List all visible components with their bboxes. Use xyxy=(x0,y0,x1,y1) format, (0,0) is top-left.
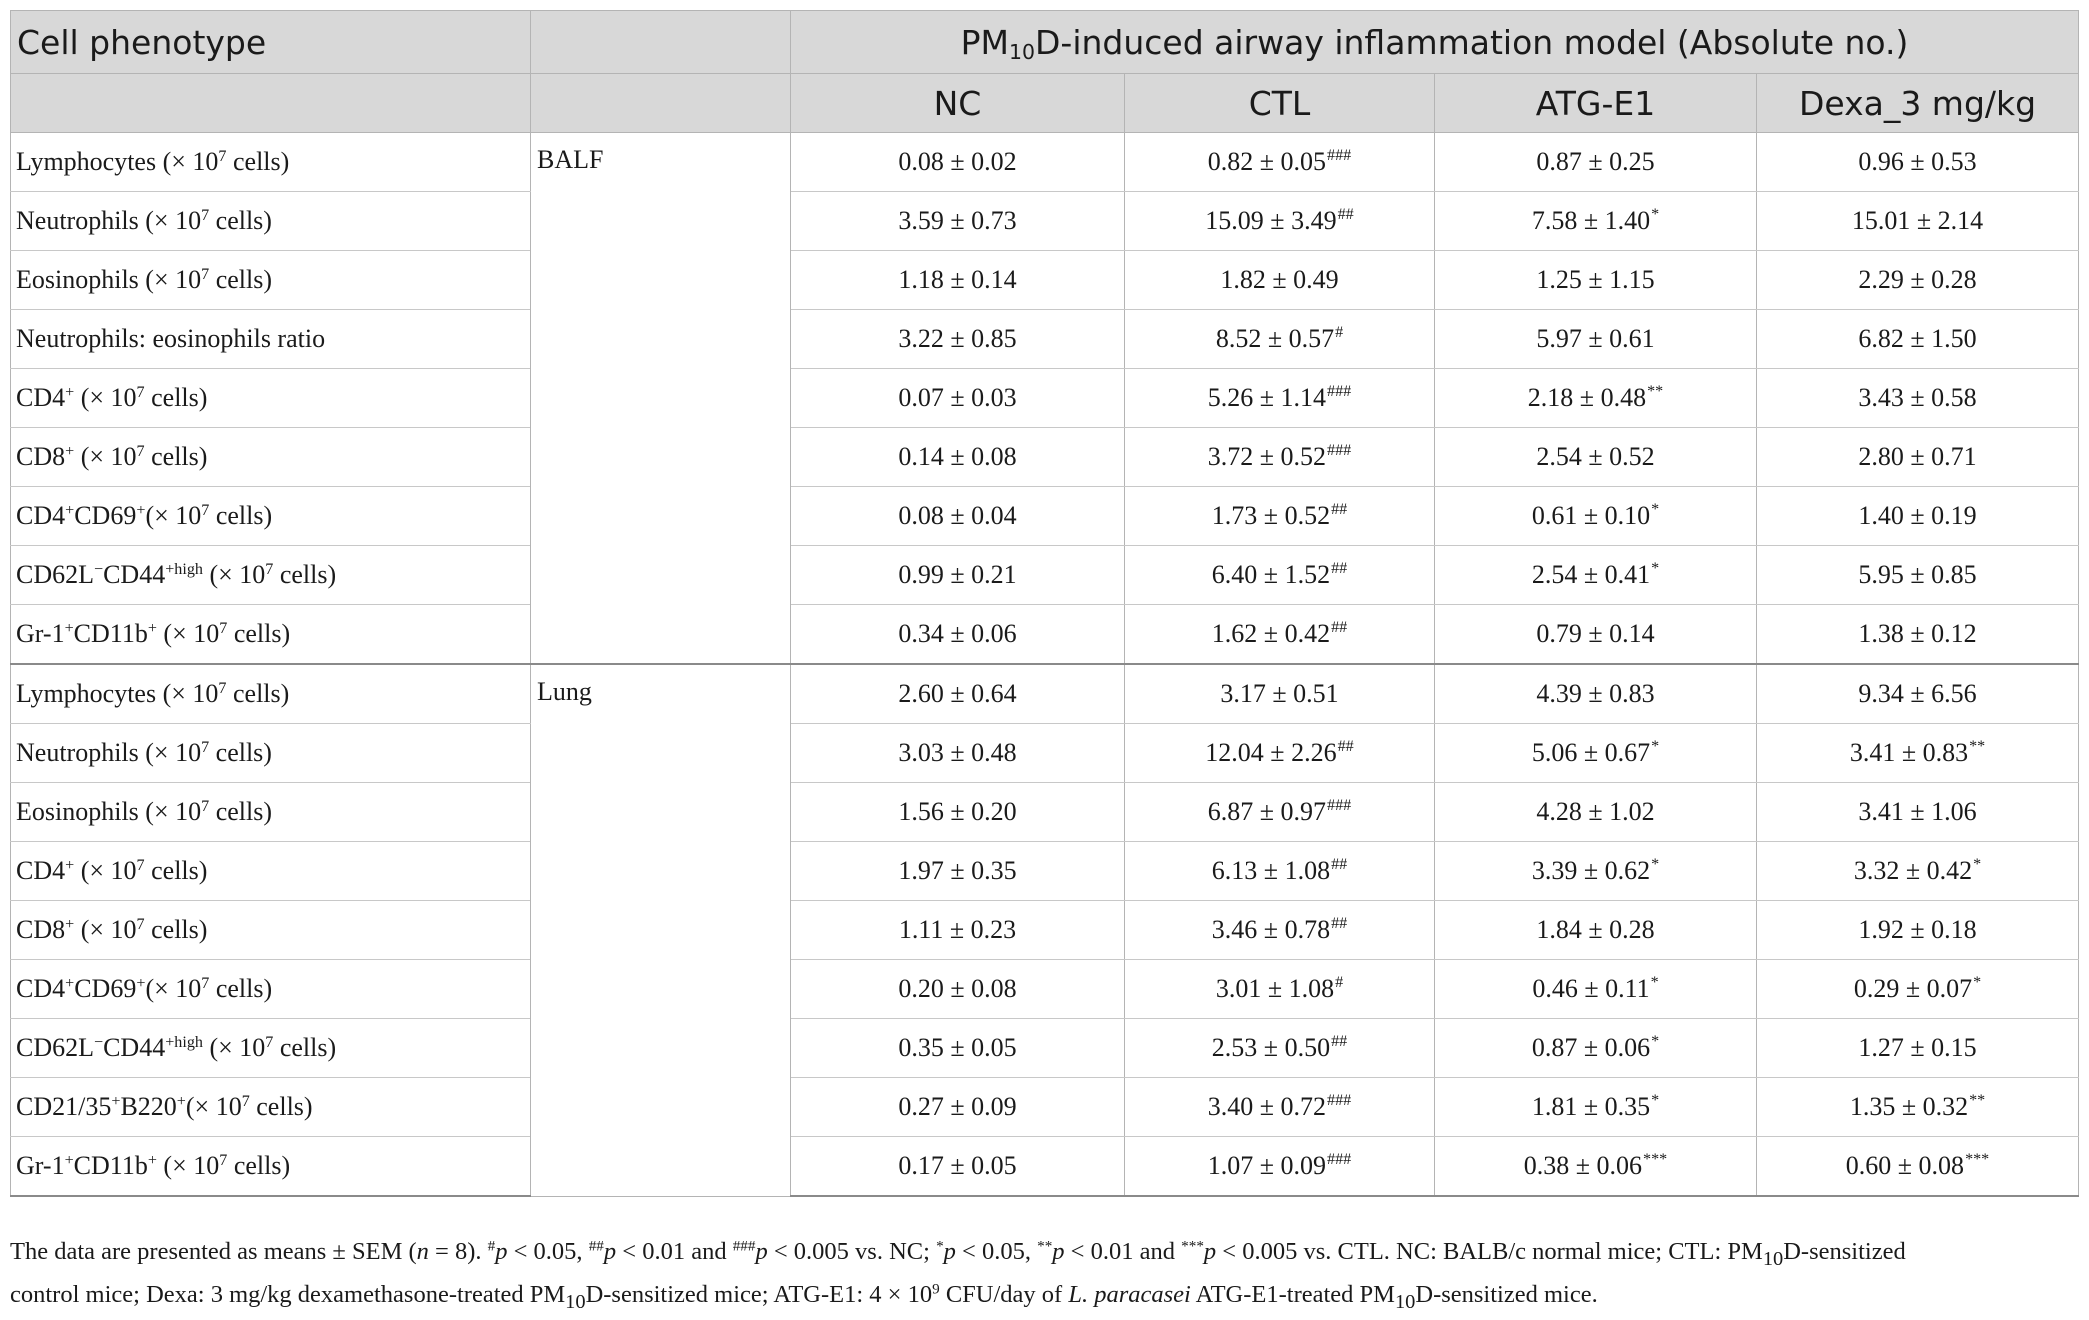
value-cell-nc xyxy=(791,1078,1125,1137)
significance-mark: ### xyxy=(1327,147,1352,165)
row-label: $CD62L^-CD44^{+high}$ (× $10^7$ cells) xyxy=(11,546,531,605)
value-cell-atg-e1 xyxy=(1435,724,1757,783)
value-cell-atg-e1 xyxy=(1435,310,1757,369)
value-cell-ctl xyxy=(1125,842,1435,901)
value-cell-dexa xyxy=(1757,1019,2079,1078)
mean-sem-value: 3.32 ± 0.42 xyxy=(1853,856,1973,885)
mean-sem-value: 0.87 ± 0.25 xyxy=(1536,147,1655,176)
table-row xyxy=(11,1019,2079,1078)
mean-sem-value: 6.87 ± 0.97 xyxy=(1207,797,1327,826)
significance-mark: * xyxy=(1651,1092,1660,1110)
value-cell-ctl xyxy=(1125,960,1435,1019)
table-row xyxy=(11,310,2079,369)
value-cell-nc xyxy=(791,842,1125,901)
mean-sem-value: 3.41 ± 0.83 xyxy=(1849,738,1969,767)
mean-sem-value: 8.52 ± 0.57 xyxy=(1215,324,1335,353)
mean-sem-value: 0.20 ± 0.08 xyxy=(898,974,1017,1003)
table-row xyxy=(11,842,2079,901)
model-title-post: D-induced airway inflammation model (Absolute no.) xyxy=(1035,22,1909,62)
table-row xyxy=(11,783,2079,842)
value-cell-dexa xyxy=(1757,1137,2079,1197)
mean-sem-value: 3.59 ± 0.73 xyxy=(898,206,1017,235)
model-title-sub: 10 xyxy=(1009,39,1036,64)
value-cell-nc xyxy=(791,428,1125,487)
significance-mark: ## xyxy=(1337,206,1354,224)
mean-sem-value: 0.82 ± 0.05 xyxy=(1207,147,1327,176)
significance-mark: * xyxy=(1651,856,1660,874)
table-row xyxy=(11,487,2079,546)
header-row-1 xyxy=(11,11,2079,74)
mean-sem-value: 0.08 ± 0.02 xyxy=(898,147,1017,176)
value-cell-dexa xyxy=(1757,133,2079,192)
value-cell-atg-e1 xyxy=(1435,133,1757,192)
mean-sem-value: 0.46 ± 0.11 xyxy=(1532,974,1650,1003)
mean-sem-value: 15.01 ± 2.14 xyxy=(1851,206,1984,235)
tissue-label: Lung xyxy=(531,664,791,1196)
value-cell-dexa xyxy=(1757,546,2079,605)
value-cell-atg-e1 xyxy=(1435,192,1757,251)
mean-sem-value: 1.07 ± 0.09 xyxy=(1207,1151,1327,1180)
mean-sem-value: 3.41 ± 1.06 xyxy=(1858,797,1977,826)
mean-sem-value: 1.82 ± 0.49 xyxy=(1220,265,1339,294)
significance-mark: ### xyxy=(1327,442,1352,460)
value-cell-atg-e1 xyxy=(1435,1019,1757,1078)
table-footnote xyxy=(10,1234,2078,1320)
value-cell-nc xyxy=(791,960,1125,1019)
mean-sem-value: 1.40 ± 0.19 xyxy=(1858,501,1977,530)
significance-mark: ### xyxy=(1327,1151,1352,1169)
value-cell-ctl xyxy=(1125,664,1435,724)
header-blank-2 xyxy=(531,74,791,133)
mean-sem-value: 3.46 ± 0.78 xyxy=(1211,915,1331,944)
row-label: Gr-1+CD11b+ (× $10^7$ cells) xyxy=(11,605,531,665)
mean-sem-value: 1.35 ± 0.32 xyxy=(1849,1092,1969,1121)
value-cell-ctl xyxy=(1125,901,1435,960)
row-label: Neutrophils: eosinophils ratio xyxy=(11,310,531,369)
value-cell-atg-e1 xyxy=(1435,487,1757,546)
value-cell-nc xyxy=(791,724,1125,783)
mean-sem-value: 2.53 ± 0.50 xyxy=(1211,1033,1331,1062)
row-label: Eosinophils (× $10^7$ cells) xyxy=(11,251,531,310)
mean-sem-value: 3.22 ± 0.85 xyxy=(898,324,1017,353)
mean-sem-value: 1.84 ± 0.28 xyxy=(1536,915,1655,944)
mean-sem-value: 2.54 ± 0.41 xyxy=(1531,560,1651,589)
mean-sem-value: 6.82 ± 1.50 xyxy=(1858,324,1977,353)
row-label: $CD4^+CD69^+(\times 10^7$ cells) xyxy=(11,487,531,546)
header-group-dexa: Dexa_3 mg/kg xyxy=(1757,74,2079,133)
mean-sem-value: 0.27 ± 0.09 xyxy=(898,1092,1017,1121)
value-cell-ctl xyxy=(1125,310,1435,369)
mean-sem-value: 2.60 ± 0.64 xyxy=(898,679,1017,708)
value-cell-ctl xyxy=(1125,428,1435,487)
mean-sem-value: 0.99 ± 0.21 xyxy=(898,560,1017,589)
significance-mark: * xyxy=(1973,974,1982,992)
value-cell-nc xyxy=(791,901,1125,960)
mean-sem-value: 3.39 ± 0.62 xyxy=(1531,856,1651,885)
mean-sem-value: 0.60 ± 0.08 xyxy=(1845,1151,1965,1180)
mean-sem-value: 0.61 ± 0.10 xyxy=(1531,501,1651,530)
mean-sem-value: 4.39 ± 0.83 xyxy=(1536,679,1655,708)
header-blank-1 xyxy=(11,74,531,133)
significance-mark: ### xyxy=(1327,1092,1352,1110)
value-cell-nc xyxy=(791,251,1125,310)
value-cell-ctl xyxy=(1125,192,1435,251)
header-cell-phenotype: Cell phenotype xyxy=(11,11,531,74)
table-row xyxy=(11,251,2079,310)
value-cell-nc xyxy=(791,192,1125,251)
header-group-atg-e1: ATG-E1 xyxy=(1435,74,1757,133)
mean-sem-value: 6.40 ± 1.52 xyxy=(1211,560,1331,589)
significance-mark: ## xyxy=(1331,856,1348,874)
value-cell-atg-e1 xyxy=(1435,960,1757,1019)
significance-mark: # xyxy=(1335,974,1344,992)
table-row xyxy=(11,369,2079,428)
mean-sem-value: 0.35 ± 0.05 xyxy=(898,1033,1017,1062)
value-cell-dexa xyxy=(1757,664,2079,724)
significance-mark: * xyxy=(1651,206,1660,224)
value-cell-ctl xyxy=(1125,487,1435,546)
header-group-nc: NC xyxy=(791,74,1125,133)
value-cell-dexa xyxy=(1757,192,2079,251)
mean-sem-value: 1.73 ± 0.52 xyxy=(1211,501,1331,530)
value-cell-atg-e1 xyxy=(1435,664,1757,724)
mean-sem-value: 5.06 ± 0.67 xyxy=(1531,738,1651,767)
value-cell-ctl xyxy=(1125,724,1435,783)
mean-sem-value: 1.56 ± 0.20 xyxy=(898,797,1017,826)
mean-sem-value: 1.62 ± 0.42 xyxy=(1211,619,1331,648)
table-row xyxy=(11,664,2079,724)
value-cell-dexa xyxy=(1757,428,2079,487)
significance-mark: * xyxy=(1651,560,1660,578)
results-table xyxy=(10,10,2079,1197)
table-row xyxy=(11,133,2079,192)
significance-mark: ## xyxy=(1337,738,1354,756)
mean-sem-value: 3.40 ± 0.72 xyxy=(1207,1092,1327,1121)
row-label: Eosinophils (× $10^7$ cells) xyxy=(11,783,531,842)
mean-sem-value: 2.54 ± 0.52 xyxy=(1536,442,1655,471)
mean-sem-value: 5.97 ± 0.61 xyxy=(1536,324,1655,353)
value-cell-nc xyxy=(791,546,1125,605)
tissue-label: BALF xyxy=(531,133,791,665)
table-row xyxy=(11,428,2079,487)
value-cell-atg-e1 xyxy=(1435,605,1757,665)
mean-sem-value: 15.09 ± 3.49 xyxy=(1205,206,1337,235)
header-tissue-blank xyxy=(531,11,791,74)
value-cell-dexa xyxy=(1757,605,2079,665)
mean-sem-value: 2.80 ± 0.71 xyxy=(1858,442,1977,471)
value-cell-dexa xyxy=(1757,842,2079,901)
row-label: Neutrophils (× $10^7$ cells) xyxy=(11,192,531,251)
value-cell-ctl xyxy=(1125,546,1435,605)
value-cell-nc xyxy=(791,1019,1125,1078)
mean-sem-value: 1.97 ± 0.35 xyxy=(898,856,1017,885)
significance-mark: ** xyxy=(1647,383,1664,401)
row-label: CD4+ (× $10^7$ cells) xyxy=(11,842,531,901)
mean-sem-value: 5.95 ± 0.85 xyxy=(1858,560,1977,589)
value-cell-nc xyxy=(791,1137,1125,1197)
row-label: Lymphocytes (× $10^7$ cells) xyxy=(11,133,531,192)
mean-sem-value: 0.79 ± 0.14 xyxy=(1536,619,1655,648)
model-title-pre: PM xyxy=(960,22,1009,62)
value-cell-nc xyxy=(791,783,1125,842)
value-cell-atg-e1 xyxy=(1435,783,1757,842)
header-row-2 xyxy=(11,74,2079,133)
value-cell-dexa xyxy=(1757,960,2079,1019)
value-cell-atg-e1 xyxy=(1435,251,1757,310)
value-cell-ctl xyxy=(1125,605,1435,665)
mean-sem-value: 3.17 ± 0.51 xyxy=(1220,679,1339,708)
mean-sem-value: 1.18 ± 0.14 xyxy=(898,265,1017,294)
significance-mark: ## xyxy=(1331,619,1348,637)
value-cell-atg-e1 xyxy=(1435,428,1757,487)
value-cell-dexa xyxy=(1757,487,2079,546)
value-cell-dexa xyxy=(1757,369,2079,428)
mean-sem-value: 12.04 ± 2.26 xyxy=(1205,738,1337,767)
mean-sem-value: 1.25 ± 1.15 xyxy=(1536,265,1655,294)
mean-sem-value: 1.27 ± 0.15 xyxy=(1858,1033,1977,1062)
table-body xyxy=(11,133,2079,1197)
mean-sem-value: 3.01 ± 1.08 xyxy=(1215,974,1335,1003)
significance-mark: * xyxy=(1651,501,1660,519)
mean-sem-value: 0.38 ± 0.06 xyxy=(1523,1151,1643,1180)
value-cell-dexa xyxy=(1757,724,2079,783)
mean-sem-value: 0.87 ± 0.06 xyxy=(1531,1033,1651,1062)
value-cell-ctl xyxy=(1125,133,1435,192)
value-cell-atg-e1 xyxy=(1435,842,1757,901)
header-group-ctl: CTL xyxy=(1125,74,1435,133)
mean-sem-value: 1.81 ± 0.35 xyxy=(1531,1092,1651,1121)
significance-mark: ## xyxy=(1331,915,1348,933)
mean-sem-value: 0.29 ± 0.07 xyxy=(1853,974,1973,1003)
mean-sem-value: 0.08 ± 0.04 xyxy=(898,501,1017,530)
table-row xyxy=(11,192,2079,251)
table-row xyxy=(11,605,2079,665)
mean-sem-value: 0.34 ± 0.06 xyxy=(898,619,1017,648)
significance-mark: *** xyxy=(1965,1151,1990,1169)
table-row xyxy=(11,724,2079,783)
table-row xyxy=(11,960,2079,1019)
row-label: Lymphocytes (× $10^7$ cells) xyxy=(11,664,531,724)
significance-mark: ### xyxy=(1327,383,1352,401)
mean-sem-value: 0.96 ± 0.53 xyxy=(1858,147,1977,176)
value-cell-ctl xyxy=(1125,369,1435,428)
mean-sem-value: 3.43 ± 0.58 xyxy=(1858,383,1977,412)
value-cell-ctl xyxy=(1125,1019,1435,1078)
value-cell-dexa xyxy=(1757,1078,2079,1137)
significance-mark: ## xyxy=(1331,501,1348,519)
mean-sem-value: 2.18 ± 0.48 xyxy=(1527,383,1647,412)
value-cell-ctl xyxy=(1125,1137,1435,1197)
value-cell-nc xyxy=(791,487,1125,546)
value-cell-dexa xyxy=(1757,901,2079,960)
value-cell-dexa xyxy=(1757,310,2079,369)
header-model-title xyxy=(791,11,2079,74)
significance-mark: *** xyxy=(1643,1151,1668,1169)
mean-sem-value: 3.72 ± 0.52 xyxy=(1207,442,1327,471)
value-cell-dexa xyxy=(1757,783,2079,842)
mean-sem-value: 4.28 ± 1.02 xyxy=(1536,797,1655,826)
value-cell-ctl xyxy=(1125,1078,1435,1137)
significance-mark: ** xyxy=(1969,1092,1986,1110)
mean-sem-value: 2.29 ± 0.28 xyxy=(1858,265,1977,294)
mean-sem-value: 5.26 ± 1.14 xyxy=(1207,383,1327,412)
row-label: Neutrophils (× $10^7$ cells) xyxy=(11,724,531,783)
row-label: CD8+ (× $10^7$ cells) xyxy=(11,428,531,487)
mean-sem-value: 0.07 ± 0.03 xyxy=(898,383,1017,412)
mean-sem-value: 3.03 ± 0.48 xyxy=(898,738,1017,767)
value-cell-atg-e1 xyxy=(1435,1137,1757,1197)
mean-sem-value: 0.14 ± 0.08 xyxy=(898,442,1017,471)
significance-mark: * xyxy=(1651,1033,1660,1051)
row-label: $CD62L^-CD44^{+high}$ (× $10^7$ cells) xyxy=(11,1019,531,1078)
mean-sem-value: 1.11 ± 0.23 xyxy=(898,915,1017,944)
footnote-line-2: control mice; Dexa: 3 mg/kg dexamethasone-treated $PM_{10}D$-sensitized mice; ATG-E1: $4 \times 10^9$ CFU/day of L. paracasei ATG-E1-treated $PM_{10}D$-sensitized mice. xyxy=(10,1280,1598,1313)
value-cell-nc xyxy=(791,664,1125,724)
footnote-line-1: The data are presented as means ± SEM (n = 8). #p < 0.05, ##p < 0.01 and ###p < 0.005 vs. NC; *p < 0.05, **p < 0.01 and ***p < 0.005 vs. CTL. NC: BALB/c normal mice; CTL: $PM_{10}D$-sensitized xyxy=(10,1237,1906,1270)
value-cell-atg-e1 xyxy=(1435,369,1757,428)
significance-mark: * xyxy=(1650,974,1659,992)
significance-mark: ** xyxy=(1969,738,1986,756)
mean-sem-value: 9.34 ± 6.56 xyxy=(1858,679,1977,708)
mean-sem-value: 7.58 ± 1.40 xyxy=(1531,206,1651,235)
row-label: CD4+ (× $10^7$ cells) xyxy=(11,369,531,428)
significance-mark: ## xyxy=(1331,560,1348,578)
row-label: $CD21/35^+B220^+(\times 10^7$ cells) xyxy=(11,1078,531,1137)
table-row xyxy=(11,901,2079,960)
significance-mark: ## xyxy=(1331,1033,1348,1051)
value-cell-dexa xyxy=(1757,251,2079,310)
row-label: $CD4^+CD69^+(\times 10^7$ cells) xyxy=(11,960,531,1019)
significance-mark: * xyxy=(1651,738,1660,756)
table-row xyxy=(11,1137,2079,1197)
table-row xyxy=(11,1078,2079,1137)
row-label: Gr-1+CD11b+ (× $10^7$ cells) xyxy=(11,1137,531,1197)
value-cell-nc xyxy=(791,369,1125,428)
row-label: CD8+ (× $10^7$ cells) xyxy=(11,901,531,960)
value-cell-atg-e1 xyxy=(1435,1078,1757,1137)
mean-sem-value: 0.17 ± 0.05 xyxy=(898,1151,1017,1180)
value-cell-nc xyxy=(791,605,1125,665)
value-cell-atg-e1 xyxy=(1435,901,1757,960)
value-cell-atg-e1 xyxy=(1435,546,1757,605)
significance-mark: * xyxy=(1973,856,1982,874)
table-row xyxy=(11,546,2079,605)
value-cell-ctl xyxy=(1125,251,1435,310)
significance-mark: ### xyxy=(1327,797,1352,815)
mean-sem-value: 1.92 ± 0.18 xyxy=(1858,915,1977,944)
value-cell-nc xyxy=(791,133,1125,192)
value-cell-nc xyxy=(791,310,1125,369)
mean-sem-value: 1.38 ± 0.12 xyxy=(1858,619,1977,648)
mean-sem-value: 6.13 ± 1.08 xyxy=(1211,856,1331,885)
value-cell-ctl xyxy=(1125,783,1435,842)
significance-mark: # xyxy=(1335,324,1344,342)
